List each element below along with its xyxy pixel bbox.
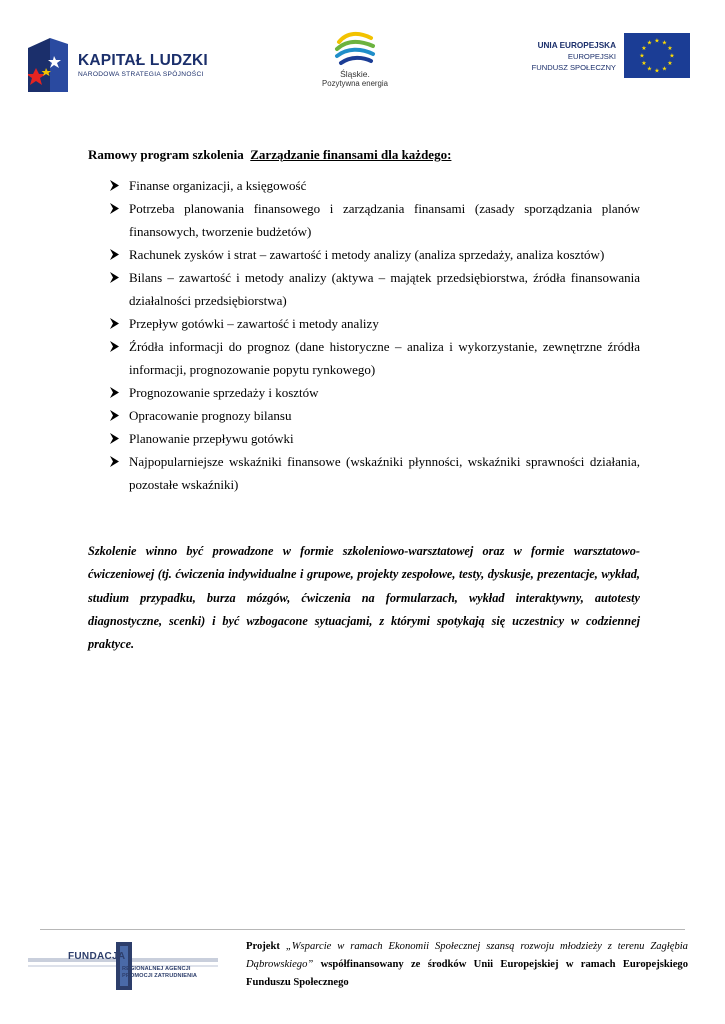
arrow-bullet-icon bbox=[108, 335, 122, 358]
project-footer-text bbox=[246, 938, 688, 992]
fundacja-name: FUNDACJA bbox=[68, 951, 126, 962]
list-item bbox=[88, 243, 640, 266]
eu-line-2: EUROPEJSKI bbox=[567, 52, 616, 61]
arrow-bullet-icon bbox=[108, 404, 122, 427]
training-format-note: Szkolenie winno być prowadzone w formie szkoleniowo-warsztatowej oraz w formie warsztatowo-ćwiczeniowej (tj. ćwiczenia indywidualne i grupowe, projekty zespołowe, testy, dyskusje, prezentacje, wykład, studium przypadku, burza mózgów, ćwiczenia na formularzach, wykład interaktywny, autotesty diagnostyczne, scenki) i być wzbogacone sytuacjami, z którymi spotykają się uczestnicy w codziennej praktyce. bbox=[88, 544, 640, 652]
topic-text: Planowanie przepływu gotówki bbox=[129, 431, 294, 446]
svg-text:★: ★ bbox=[639, 52, 645, 60]
fundacja-subname bbox=[122, 966, 197, 980]
fundacja-logo bbox=[28, 938, 218, 994]
arrow-bullet-icon bbox=[108, 312, 122, 335]
topic-text: Przepływ gotówki – zawartość i metody analizy bbox=[129, 316, 379, 331]
kapital-ludzki-subtitle: NARODOWA STRATEGIA SPÓJNOŚCI bbox=[78, 71, 204, 78]
program-title-name: Zarządzanie finansami dla każdego: bbox=[250, 147, 452, 162]
eu-flag-icon bbox=[624, 33, 690, 78]
svg-text:★: ★ bbox=[667, 45, 673, 52]
program-title-prefix: Ramowy program szkolenia bbox=[88, 147, 244, 162]
page-header bbox=[0, 0, 725, 110]
svg-text:★: ★ bbox=[646, 65, 653, 73]
fundacja-subname-line-1: REGIONALNEJ AGENCJI bbox=[122, 966, 191, 972]
list-item bbox=[88, 266, 640, 312]
topic-text: Opracowanie prognozy bilansu bbox=[129, 408, 292, 423]
svg-text:★: ★ bbox=[654, 67, 660, 75]
list-item bbox=[88, 335, 640, 381]
svg-text:★: ★ bbox=[641, 45, 647, 52]
eu-line-3: FUNDUSZ SPOŁECZNY bbox=[531, 63, 616, 72]
arrow-bullet-icon bbox=[108, 266, 122, 289]
svg-text:★: ★ bbox=[669, 52, 675, 60]
arrow-bullet-icon bbox=[108, 427, 122, 450]
slaskie-tagline: Pozytywna energia bbox=[322, 79, 388, 88]
project-funding: współfinansowany ze środków Unii Europejskiej w ramach Europejskiego Funduszu Społecznego bbox=[246, 959, 688, 988]
svg-text:★: ★ bbox=[654, 37, 660, 45]
arrow-bullet-icon bbox=[108, 381, 122, 404]
list-item bbox=[88, 174, 640, 197]
program-title bbox=[88, 146, 640, 164]
project-label: Projekt bbox=[246, 941, 280, 952]
topic-text: Bilans – zawartość i metody analizy (aktywa – majątek przedsiębiorstwa, źródła finansowania działalności przedsiębiorstwa) bbox=[129, 270, 640, 308]
svg-text:★: ★ bbox=[646, 39, 653, 47]
project-name: „Wsparcie w ramach Ekonomii Społecznej szansą rozwoju młodzieży z terenu Zagłębia Dąbrowskiego” bbox=[246, 941, 688, 970]
svg-text:★: ★ bbox=[661, 65, 668, 73]
arrow-bullet-icon bbox=[108, 174, 122, 197]
kapital-ludzki-logo bbox=[28, 38, 218, 94]
slaskie-name: Śląskie. bbox=[340, 69, 370, 79]
svg-text:★: ★ bbox=[641, 60, 647, 67]
list-item bbox=[88, 404, 640, 427]
list-item bbox=[88, 450, 640, 496]
training-program bbox=[88, 146, 640, 496]
topic-text: Źródła informacji do prognoz (dane historyczne – analiza i wykorzystanie, zewnętrzne źródła informacji, prognozowanie popytu rynkowego) bbox=[129, 339, 640, 377]
fundacja-subname-line-2: PROMOCJI ZATRUDNIENIA bbox=[122, 972, 198, 979]
svg-text:★: ★ bbox=[661, 39, 668, 47]
topic-text: Potrzeba planowania finansowego i zarządzania finansami (zasady sporządzania planów finansowych, tworzenie budżetów) bbox=[129, 201, 640, 239]
eu-fund-text bbox=[500, 40, 616, 73]
list-item bbox=[88, 197, 640, 243]
kapital-ludzki-emblem-icon bbox=[28, 38, 68, 92]
eu-line-1: UNIA EUROPEJSKA bbox=[537, 41, 616, 50]
kapital-ludzki-title: KAPITAŁ LUDZKI bbox=[78, 52, 208, 69]
svg-text:★: ★ bbox=[667, 60, 673, 67]
footer-divider bbox=[40, 929, 685, 930]
topic-list bbox=[88, 174, 640, 496]
topic-text: Finanse organizacji, a księgowość bbox=[129, 178, 307, 193]
arrow-bullet-icon bbox=[108, 197, 122, 220]
list-item bbox=[88, 381, 640, 404]
slaskie-logo bbox=[300, 30, 410, 92]
slaskie-waves-icon bbox=[333, 30, 377, 68]
arrow-bullet-icon bbox=[108, 243, 122, 266]
topic-text: Prognozowanie sprzedaży i kosztów bbox=[129, 385, 319, 400]
topic-text: Rachunek zysków i strat – zawartość i metody analizy (analiza sprzedaży, analiza kosztów) bbox=[129, 247, 605, 262]
list-item bbox=[88, 427, 640, 450]
topic-text: Najpopularniejsze wskaźniki finansowe (wskaźniki płynności, wskaźniki sprawności działania, pozostałe wskaźniki) bbox=[129, 454, 640, 492]
list-item bbox=[88, 312, 640, 335]
arrow-bullet-icon bbox=[108, 450, 122, 473]
